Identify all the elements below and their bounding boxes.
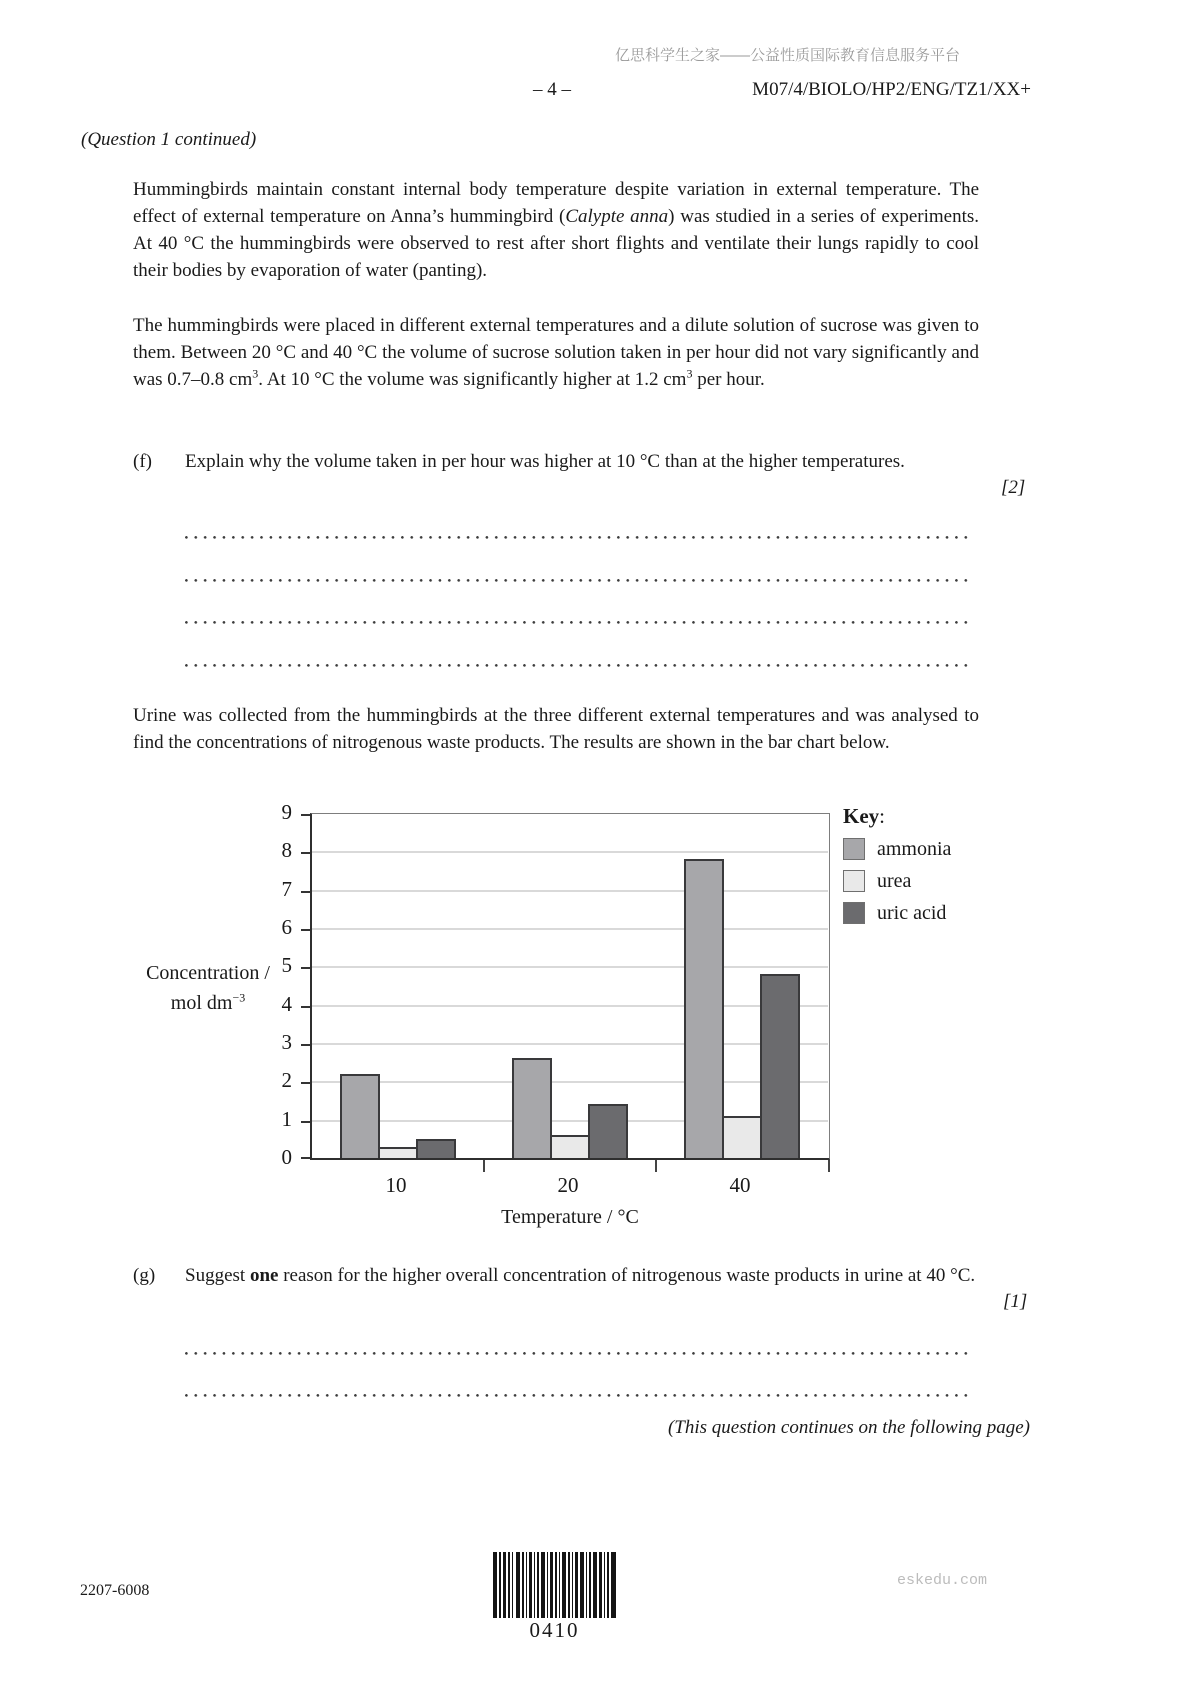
legend-label: urea bbox=[877, 869, 912, 892]
question-text: reason for the higher overall concentration of nitrogenous waste products in urine at 40 °C. bbox=[278, 1265, 976, 1286]
chart-legend bbox=[843, 804, 951, 925]
y-tick-label: 4 bbox=[281, 991, 292, 1016]
urea-swatch-icon bbox=[843, 870, 865, 892]
question-text: Suggest bbox=[185, 1265, 250, 1286]
answer-line bbox=[185, 579, 972, 582]
answer-line bbox=[185, 1352, 972, 1355]
superscript: 3 bbox=[686, 366, 693, 381]
bar-ammonia-20 bbox=[512, 1058, 552, 1158]
bar-group-10 bbox=[340, 1074, 460, 1158]
question-f-marks: [2] bbox=[1001, 477, 1026, 498]
question-text-bold: one bbox=[249, 1265, 279, 1286]
y-tick-label: 9 bbox=[281, 800, 292, 824]
x-tick bbox=[483, 1160, 485, 1172]
watermark-text: 亿思科学生之家——公益性质国际教育信息服务平台 bbox=[615, 47, 961, 64]
bar-urea-20 bbox=[550, 1135, 590, 1158]
y-tick-label: 6 bbox=[281, 915, 292, 939]
y-tick-label: 8 bbox=[281, 838, 292, 863]
legend-title-word: Key bbox=[843, 804, 880, 828]
y-axis-unit: mol dm bbox=[170, 992, 233, 1014]
y-tick bbox=[301, 1006, 310, 1008]
x-tick-label: 10 bbox=[385, 1173, 407, 1197]
plot-area bbox=[310, 813, 830, 1160]
barcode-number: 0410 bbox=[529, 1618, 580, 1642]
bar-urea-40 bbox=[722, 1116, 762, 1158]
legend-title-colon: : bbox=[879, 804, 885, 828]
species-name: Calypte anna bbox=[565, 206, 669, 227]
paragraph-text: The hummingbirds were placed in different external temperatures and a dilute solution of sucrose was given to them. Between 20 °C and 40 °C the volume of sucrose solution taken in per hour did not vary significantly and was 0.7–0.8 cm bbox=[133, 315, 979, 390]
continuation-note: (This question continues on the following page) bbox=[667, 1417, 1030, 1438]
bar-chart bbox=[310, 813, 830, 1233]
bar-ammonia-10 bbox=[340, 1074, 380, 1158]
x-tick bbox=[655, 1160, 657, 1172]
y-tick-label: 5 bbox=[281, 953, 292, 978]
question-continued-note: (Question 1 continued) bbox=[81, 129, 257, 150]
page-number: – 4 – bbox=[533, 79, 571, 100]
legend-entry-uric-acid bbox=[843, 901, 951, 925]
answer-line bbox=[185, 621, 972, 624]
document-number: 2207-6008 bbox=[80, 1582, 150, 1599]
y-axis-tick-labels bbox=[258, 800, 292, 1169]
paragraph-text: ) was studied in a series of experiments. At 40 °C the hummingbirds were observed to rest after short flights and ventilate their lungs rapidly to cool their bodies by evaporation of water (panting). bbox=[133, 206, 979, 281]
ammonia-swatch-icon bbox=[843, 838, 865, 860]
y-tick bbox=[301, 1082, 310, 1084]
y-tick-label: 1 bbox=[281, 1106, 292, 1131]
gridline bbox=[312, 851, 828, 853]
paragraph-urine: Urine was collected from the hummingbirds at the three different external temperatures and was analysed to find the concentrations of nitrogenous waste products. The results are shown in the bar chart below. bbox=[133, 705, 979, 753]
bar-uric-acid-10 bbox=[416, 1139, 456, 1158]
y-tick-label: 3 bbox=[281, 1030, 292, 1054]
x-tick-label: 20 bbox=[557, 1173, 579, 1197]
site-watermark: eskedu.com bbox=[897, 1572, 988, 1589]
x-tick bbox=[828, 1160, 830, 1172]
answer-line bbox=[185, 536, 972, 539]
paragraph-sucrose bbox=[133, 312, 979, 393]
y-tick-label: 0 bbox=[281, 1145, 292, 1169]
answer-line bbox=[185, 664, 972, 667]
y-tick-label: 2 bbox=[281, 1068, 292, 1093]
bar-ammonia-40 bbox=[684, 859, 724, 1158]
x-tick-label: 40 bbox=[729, 1173, 751, 1197]
question-g-marks: [1] bbox=[1003, 1291, 1028, 1312]
y-tick bbox=[301, 891, 310, 893]
y-tick bbox=[301, 967, 310, 969]
barcode-image bbox=[493, 1552, 616, 1618]
uric-acid-swatch-icon bbox=[843, 902, 865, 924]
bar-urea-10 bbox=[378, 1147, 418, 1159]
question-g-label: (g) bbox=[133, 1265, 156, 1286]
y-tick bbox=[301, 929, 310, 931]
answer-line bbox=[185, 1394, 972, 1397]
y-tick-label: 7 bbox=[281, 876, 292, 901]
y-tick bbox=[301, 1121, 310, 1123]
question-f-text: Explain why the volume taken in per hour was higher at 10 °C than at the higher temperatures. bbox=[185, 451, 905, 472]
bar-group-40 bbox=[684, 859, 804, 1158]
y-axis-title-line1: Concentration / bbox=[146, 962, 270, 984]
y-tick bbox=[301, 1157, 310, 1159]
y-tick bbox=[301, 852, 310, 854]
paper-code: M07/4/BIOLO/HP2/ENG/TZ1/XX+ bbox=[752, 79, 1031, 100]
question-g-text bbox=[185, 1262, 979, 1289]
bar-group-20 bbox=[512, 1058, 632, 1158]
y-tick bbox=[301, 814, 310, 816]
superscript: 3 bbox=[252, 366, 259, 381]
x-axis-title: Temperature / °C bbox=[501, 1206, 639, 1228]
paragraph-text: Hummingbirds maintain constant internal body temperature despite variation in external temperature. The effect of external temperature on Anna’s hummingbird ( bbox=[133, 179, 979, 227]
legend-title bbox=[843, 804, 951, 829]
legend-entry-urea bbox=[843, 869, 951, 893]
bar-uric-acid-20 bbox=[588, 1104, 628, 1158]
legend-label: ammonia bbox=[877, 837, 952, 860]
y-axis-exponent: −3 bbox=[232, 990, 246, 1005]
legend-label: uric acid bbox=[877, 901, 947, 924]
paragraph-text: per hour. bbox=[692, 369, 765, 390]
paragraph-hummingbirds bbox=[133, 176, 979, 284]
legend-entry-ammonia bbox=[843, 837, 951, 861]
y-tick bbox=[301, 1044, 310, 1046]
bar-uric-acid-40 bbox=[760, 974, 800, 1158]
question-f-label: (f) bbox=[133, 451, 152, 472]
paragraph-text: . At 10 °C the volume was significantly higher at 1.2 cm bbox=[258, 369, 687, 390]
